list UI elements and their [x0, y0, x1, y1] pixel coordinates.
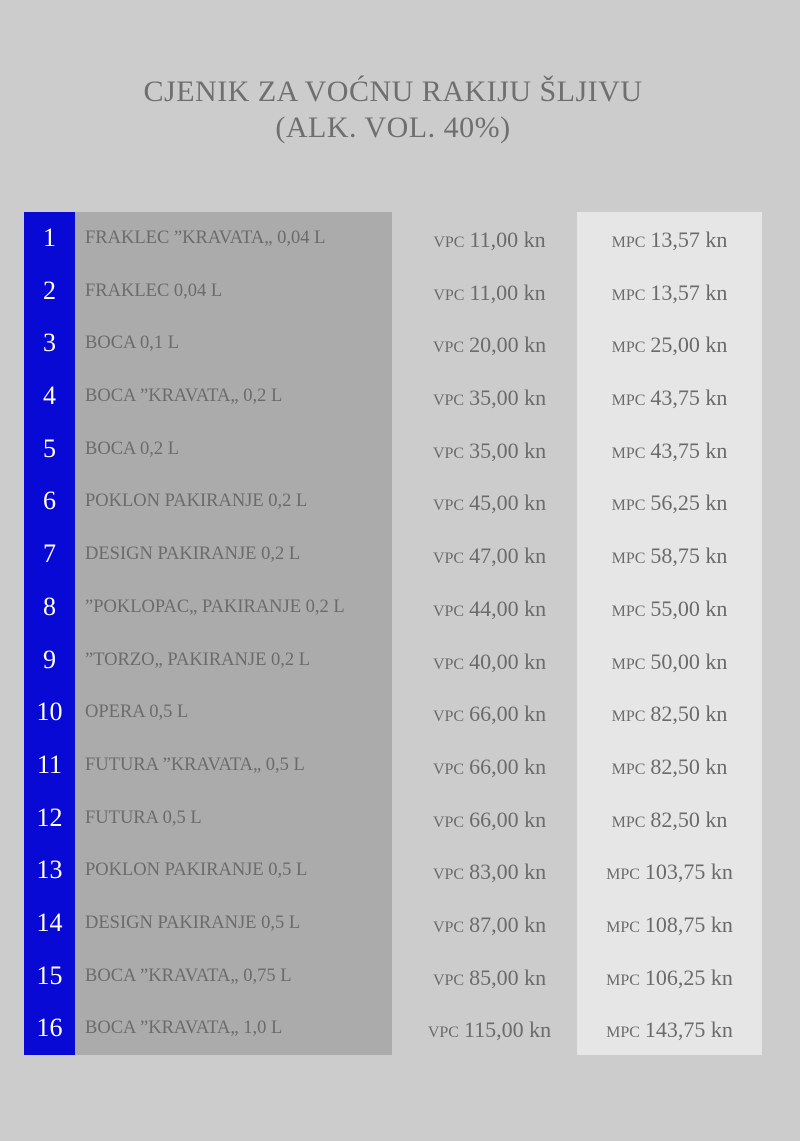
vpc-label: VPC	[432, 339, 465, 357]
vpc-value: 11,00 kn	[469, 227, 546, 252]
vpc-label: VPC	[432, 392, 465, 410]
price-row	[24, 265, 764, 318]
mpc-value: 108,75 kn	[644, 911, 733, 937]
vpc-value: 35,00 kn	[469, 437, 547, 463]
vpc-value: 45,00 kn	[469, 490, 547, 516]
row-vpc-price	[392, 846, 587, 899]
row-number: 1	[43, 223, 56, 252]
row-vpc-price	[392, 319, 587, 372]
row-vpc-price	[392, 214, 587, 267]
row-number: 13	[36, 855, 63, 885]
row-number: 3	[43, 328, 56, 358]
row-number: 12	[36, 802, 63, 832]
price-row	[24, 212, 764, 265]
mpc-label: MPC	[606, 918, 640, 936]
row-mpc-price	[577, 319, 762, 372]
vpc-value: 83,00 kn	[469, 859, 547, 885]
row-description: FUTURA ”KRAVATA„ 0,5 L	[85, 754, 305, 775]
row-mpc-price	[577, 1004, 762, 1057]
vpc-value: 66,00 kn	[469, 806, 547, 832]
row-vpc-price	[392, 530, 587, 583]
row-mpc-price	[577, 583, 762, 636]
row-description: BOCA 0,2 L	[85, 438, 180, 459]
vpc-value: 44,00 kn	[469, 595, 547, 621]
mpc-label: MPC	[611, 550, 646, 568]
mpc-value: 55,00 kn	[650, 595, 728, 621]
mpc-value: 13,57 kn	[650, 227, 728, 252]
vpc-label: VPC	[432, 760, 465, 778]
row-mpc-price	[577, 214, 762, 267]
vpc-label: VPC	[427, 1024, 459, 1042]
price-row	[24, 475, 764, 528]
row-vpc-price	[392, 636, 587, 689]
mpc-value: 50,00 kn	[650, 648, 728, 674]
row-mpc-price	[577, 688, 762, 741]
price-row	[24, 528, 764, 581]
row-number: 6	[43, 486, 56, 516]
mpc-value: 82,50 kn	[650, 701, 728, 727]
row-vpc-price	[392, 1004, 587, 1057]
vpc-label: VPC	[433, 234, 465, 251]
row-number: 5	[43, 433, 56, 463]
row-vpc-price	[392, 899, 587, 952]
price-row	[24, 317, 764, 370]
vpc-label: VPC	[432, 550, 465, 568]
mpc-label: MPC	[611, 655, 646, 673]
vpc-value: 35,00 kn	[469, 385, 547, 411]
row-mpc-price	[577, 425, 762, 478]
row-vpc-price	[392, 794, 587, 847]
mpc-value: 103,75 kn	[644, 859, 733, 885]
row-number: 10	[36, 697, 63, 727]
mpc-label: MPC	[611, 234, 646, 251]
mpc-label: MPC	[611, 339, 646, 357]
mpc-value: 58,75 kn	[650, 543, 728, 569]
vpc-value: 20,00 kn	[469, 332, 547, 358]
mpc-value: 25,00 kn	[650, 332, 728, 358]
mpc-label: MPC	[611, 392, 646, 410]
row-mpc-price	[577, 530, 762, 583]
row-description: OPERA 0,5 L	[85, 702, 189, 723]
vpc-label: VPC	[432, 918, 465, 936]
vpc-label: VPC	[432, 866, 465, 884]
mpc-value: 56,25 kn	[650, 490, 728, 516]
mpc-label: MPC	[606, 1024, 640, 1042]
title-line-1: CJENIK ZA VOĆNU RAKIJU ŠLJIVU	[143, 75, 643, 108]
row-vpc-price	[392, 425, 587, 478]
row-mpc-price	[577, 899, 762, 952]
mpc-value: 82,50 kn	[650, 806, 728, 832]
price-row	[24, 686, 764, 739]
row-number: 14	[36, 907, 63, 937]
mpc-value: 82,50 kn	[650, 753, 728, 779]
mpc-value: 13,57 kn	[650, 279, 728, 305]
price-row	[24, 897, 764, 950]
row-description: DESIGN PAKIRANJE 0,5 L	[85, 912, 301, 933]
row-vpc-price	[392, 477, 587, 530]
row-description: FUTURA 0,5 L	[85, 807, 202, 828]
row-number: 8	[43, 591, 56, 621]
row-description: POKLON PAKIRANJE 0,2 L	[85, 491, 308, 512]
row-number: 15	[36, 960, 63, 990]
row-vpc-price	[392, 583, 587, 636]
row-vpc-price	[392, 267, 587, 320]
row-description: POKLON PAKIRANJE 0,5 L	[85, 860, 308, 881]
row-mpc-price	[577, 794, 762, 847]
row-description: BOCA ”KRAVATA„ 0,2 L	[85, 386, 283, 407]
vpc-label: VPC	[432, 444, 465, 462]
mpc-label: MPC	[611, 708, 646, 726]
row-description: ”TORZO„ PAKIRANJE 0,2 L	[85, 649, 311, 670]
vpc-label: VPC	[432, 655, 465, 673]
vpc-label: VPC	[432, 708, 465, 726]
mpc-label: MPC	[606, 971, 640, 989]
row-number: 2	[43, 275, 56, 305]
vpc-label: VPC	[432, 971, 465, 989]
row-vpc-price	[392, 688, 587, 741]
row-mpc-price	[577, 636, 762, 689]
vpc-value: 66,00 kn	[469, 753, 547, 779]
mpc-value: 43,75 kn	[650, 385, 728, 411]
mpc-label: MPC	[611, 760, 646, 778]
row-description: BOCA ”KRAVATA„ 0,75 L	[85, 965, 292, 986]
row-number: 11	[36, 749, 63, 779]
vpc-label: VPC	[432, 602, 465, 620]
price-row	[24, 739, 764, 792]
row-description: FRAKLEC ”KRAVATA„ 0,04 L	[85, 228, 326, 248]
mpc-label: MPC	[611, 286, 646, 304]
price-list	[24, 212, 764, 1055]
row-mpc-price	[577, 372, 762, 425]
row-number: 9	[43, 644, 56, 674]
price-row	[24, 370, 764, 423]
row-description: ”POKLOPAC„ PAKIRANJE 0,2 L	[85, 596, 345, 617]
row-mpc-price	[577, 267, 762, 320]
price-row	[24, 581, 764, 634]
mpc-label: MPC	[611, 444, 646, 462]
vpc-value: 87,00 kn	[469, 911, 547, 937]
row-description: DESIGN PAKIRANJE 0,2 L	[85, 544, 301, 565]
row-description: BOCA ”KRAVATA„ 1,0 L	[85, 1018, 283, 1039]
vpc-label: VPC	[432, 497, 465, 515]
row-number: 16	[36, 1013, 63, 1043]
price-row	[24, 792, 764, 845]
mpc-value: 143,75 kn	[644, 1017, 733, 1043]
row-mpc-price	[577, 952, 762, 1005]
row-number: 7	[43, 539, 56, 569]
row-mpc-price	[577, 741, 762, 794]
price-row	[24, 423, 764, 476]
vpc-value: 40,00 kn	[469, 648, 547, 674]
vpc-value: 47,00 kn	[469, 543, 547, 569]
vpc-value: 11,00 kn	[469, 279, 546, 305]
row-mpc-price	[577, 846, 762, 899]
vpc-value: 85,00 kn	[469, 964, 547, 990]
vpc-label: VPC	[432, 813, 465, 831]
row-number: 4	[43, 381, 56, 411]
mpc-label: MPC	[611, 497, 646, 515]
title-line-2: (ALK. VOL. 40%)	[275, 111, 511, 144]
price-row	[24, 634, 764, 687]
price-row	[24, 844, 764, 897]
price-row	[24, 1002, 764, 1055]
vpc-value: 115,00 kn	[463, 1017, 552, 1043]
vpc-label: VPC	[433, 286, 465, 304]
mpc-label: MPC	[606, 866, 640, 884]
vpc-value: 66,00 kn	[469, 701, 547, 727]
row-mpc-price	[577, 477, 762, 530]
row-description: FRAKLEC 0,04 L	[85, 280, 223, 301]
mpc-label: MPC	[611, 813, 646, 831]
mpc-value: 43,75 kn	[650, 437, 728, 463]
mpc-value: 106,25 kn	[644, 964, 733, 990]
price-row	[24, 950, 764, 1003]
row-vpc-price	[392, 952, 587, 1005]
row-vpc-price	[392, 372, 587, 425]
row-description: BOCA 0,1 L	[85, 333, 180, 354]
page-title	[0, 74, 786, 146]
mpc-label: MPC	[611, 602, 646, 620]
row-vpc-price	[392, 741, 587, 794]
